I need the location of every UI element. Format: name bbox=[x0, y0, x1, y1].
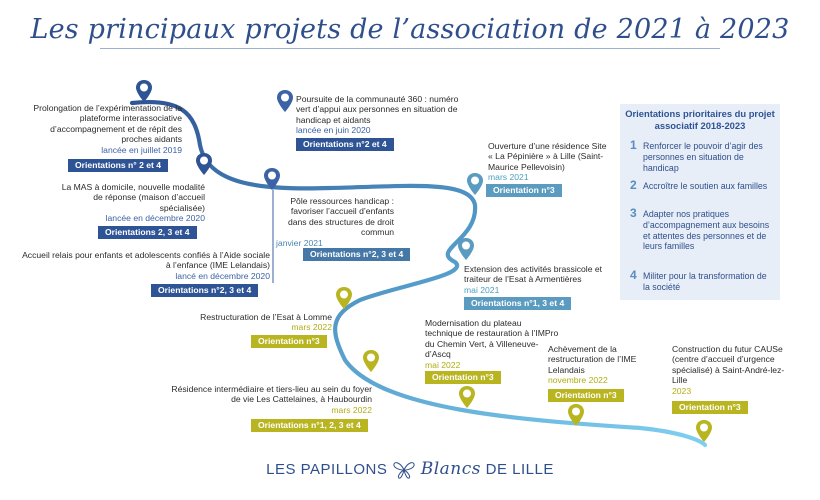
orientation-badge: Orientation n°3 bbox=[486, 184, 562, 197]
milestone-date: mars 2021 bbox=[488, 172, 529, 183]
map-pin-icon bbox=[335, 286, 353, 310]
orientation-badge: Orientations 2, 3 et 4 bbox=[98, 226, 197, 239]
milestone-text: Restructuration de l’Esat à Lomme bbox=[200, 312, 332, 322]
milestone-ime-lelandais bbox=[548, 344, 656, 386]
orientation-item-4 bbox=[630, 270, 775, 294]
milestone-text: Achèvement de la restructuration de l’IME Lelandais bbox=[548, 344, 637, 375]
logo-text-part1: LES PAPILLONS bbox=[266, 461, 388, 478]
map-pin-icon bbox=[362, 349, 380, 373]
milestone-pepiniere bbox=[488, 141, 613, 183]
milestone-mas-domicile bbox=[60, 182, 205, 224]
orientation-badge: Orientation n°3 bbox=[548, 389, 624, 402]
milestone-date: mai 2022 bbox=[425, 359, 461, 370]
milestone-cause bbox=[672, 344, 790, 396]
map-pin-icon bbox=[195, 152, 213, 176]
milestone-text: Construction du futur CAUSe (centre d’accueil d’urgence spécialisé) à Saint-André-lez-Lille bbox=[672, 344, 785, 386]
milestone-date: mai 2021 bbox=[464, 284, 500, 295]
logo-text-part3: DE LILLE bbox=[485, 461, 554, 478]
orientation-badge: Orientations n°1, 3 et 4 bbox=[464, 297, 571, 310]
map-pin-icon bbox=[567, 403, 585, 427]
milestone-date: mars 2022 bbox=[291, 322, 332, 333]
milestone-cattelaines bbox=[170, 384, 372, 415]
milestone-plateforme-repit bbox=[20, 103, 182, 155]
orientation-text: Militer pour la transformation de la société bbox=[643, 271, 767, 292]
logo-text-part2: Blancs bbox=[420, 459, 481, 479]
milestone-impro-chemin-vert bbox=[425, 318, 560, 370]
milestone-text: Résidence intermédiaire et tiers-lieu au sein du foyer de vie Les Cattelaines, à Haubourdin bbox=[171, 384, 372, 405]
orientation-badge: Orientations n°1, 2, 3 et 4 bbox=[251, 419, 368, 432]
milestone-text: Accueil relais pour enfants et adolescents confiés à l’Aide sociale à l’enfance (IME Lelandais) bbox=[22, 250, 270, 271]
milestone-date: lancé en décembre 2020 bbox=[175, 270, 270, 281]
map-pin-icon bbox=[458, 385, 476, 409]
milestone-date: lancée en juin 2020 bbox=[296, 125, 371, 136]
milestone-esat-armentieres bbox=[464, 264, 614, 295]
map-pin-icon bbox=[263, 167, 281, 191]
orientation-item-3 bbox=[630, 208, 775, 266]
milestone-date: janvier 2021 bbox=[276, 237, 323, 248]
orientation-badge: Orientations n°2 et 4 bbox=[296, 138, 394, 151]
map-pin-icon bbox=[457, 237, 475, 261]
milestone-date: lancée en juillet 2019 bbox=[101, 144, 182, 155]
orientation-badge: Orientation n°3 bbox=[251, 335, 327, 348]
milestone-text: Modernisation du plateau technique de restauration à l’IMPro du Chemin Vert, à Villeneuve-d’Ascq bbox=[425, 318, 559, 360]
milestone-text: Ouverture d’une résidence Site « La Pépinière » à Lille (Saint-Maurice Pellevoisin) bbox=[488, 141, 607, 172]
milestone-text: Prolongation de l’expérimentation de la plateforme interassociative d’accompagnement et de répit des proches aidants bbox=[33, 103, 182, 145]
map-pin-icon bbox=[135, 79, 153, 103]
orientation-text: Renforcer le pouvoir d’agir des personnes en situation de handicap bbox=[643, 141, 763, 173]
panel-title: Orientations prioritaires du projet associatif 2018-2023 bbox=[625, 108, 775, 131]
milestone-esat-lomme bbox=[160, 312, 332, 333]
milestone-date: 2023 bbox=[672, 385, 692, 396]
orientation-item-1 bbox=[630, 140, 775, 176]
milestone-accueil-relais bbox=[20, 250, 270, 281]
orientation-number: 2 bbox=[630, 178, 637, 192]
page-title: Les principaux projets de l’association de 2021 à 2023 bbox=[30, 14, 790, 45]
orientation-badge: Orientations n°2, 3 et 4 bbox=[151, 284, 258, 297]
milestone-pole-ressources bbox=[276, 196, 394, 248]
butterfly-icon bbox=[393, 461, 415, 479]
milestone-text: Poursuite de la communauté 360 : numéro vert d’appui aux personnes en situation de handicap et aidants bbox=[296, 94, 459, 125]
milestone-date: mars 2022 bbox=[331, 404, 372, 415]
orientation-number: 3 bbox=[630, 206, 637, 220]
map-pin-icon bbox=[276, 89, 294, 113]
orientation-item-2 bbox=[630, 180, 775, 204]
milestone-date: lancée en décembre 2020 bbox=[105, 213, 205, 224]
orientation-number: 1 bbox=[630, 138, 637, 152]
orientation-badge: Orientation n°3 bbox=[672, 401, 748, 414]
map-pin-icon bbox=[695, 419, 713, 443]
association-logo bbox=[0, 459, 820, 479]
orientation-badge: Orientations n° 2 et 4 bbox=[68, 159, 168, 172]
orientation-text: Accroître le soutien aux familles bbox=[643, 181, 768, 191]
orientation-badge: Orientations n°2, 3 et 4 bbox=[303, 248, 410, 261]
milestone-text: La MAS à domicile, nouvelle modalité de réponse (maison d’accueil spécialisée) bbox=[61, 182, 205, 213]
orientation-badge: Orientation n°3 bbox=[425, 371, 501, 384]
milestone-date: novembre 2022 bbox=[548, 375, 608, 386]
milestone-text: Extension des activités brassicole et traiteur de l’Esat à Armentières bbox=[464, 264, 603, 285]
milestone-text: Pôle ressources handicap : favoriser l’accueil d’enfants dans des structures de droit commun bbox=[287, 196, 394, 238]
map-pin-icon bbox=[466, 172, 484, 196]
milestone-communaute-360 bbox=[296, 94, 471, 136]
orientation-text: Adapter nos pratiques d’accompagnement aux besoins et attentes des personnes et de leurs familles bbox=[643, 209, 770, 252]
orientation-number: 4 bbox=[630, 268, 637, 282]
